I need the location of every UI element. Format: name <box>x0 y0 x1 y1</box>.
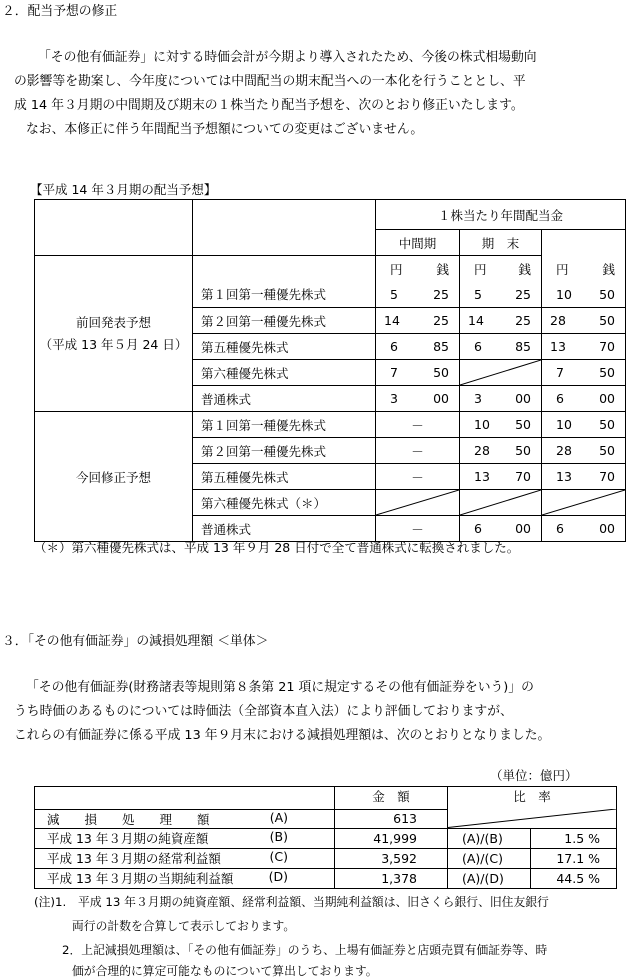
value-yen: 5 <box>474 286 482 302</box>
stock-name: 第六種優先株式（＊） <box>193 490 376 516</box>
value-yen: 28 <box>474 443 490 458</box>
row-label: 平成 13 年３月期の当期純利益額 <box>47 871 234 886</box>
unit-annual <box>542 256 626 282</box>
table-row <box>35 848 617 868</box>
table-row <box>35 868 617 888</box>
value-sen: 50 <box>599 286 615 302</box>
value-sen: 85 <box>433 339 449 354</box>
group-previous-date: （平成 13 年５月 24 日） <box>39 336 188 352</box>
dash-value: － <box>376 412 460 438</box>
not-applicable-cell <box>542 490 626 516</box>
note-line: 両行の計数を合算して表示しております。 <box>72 919 296 933</box>
paragraph-line: 「その他有価証券」に対する時価会計が今期より導入されたため、今後の株式相場動向 <box>38 50 537 65</box>
sen-unit: 銭 <box>518 261 531 277</box>
value-sen: 25 <box>433 286 449 302</box>
amount-value: 613 <box>335 809 448 828</box>
header-annual-dividend: １株当たり年間配当金 <box>376 200 626 230</box>
section-2-heading: ２．配当予想の修正 <box>2 4 118 19</box>
value-yen: 10 <box>556 417 572 432</box>
value-yen: 13 <box>556 469 572 484</box>
paragraph-line: の影響等を勘案し、今年度については中間配当の期末配当への一本化を行うこととし、平 <box>14 74 526 89</box>
yen-unit: 円 <box>556 261 569 277</box>
value-sen: 50 <box>515 417 531 432</box>
header-blank <box>35 787 335 810</box>
value-yen: 14 <box>468 313 484 328</box>
stock-name: 第１回第一種優先株式 <box>193 282 376 308</box>
unit-label: （単位：億円） <box>490 768 578 783</box>
ratio-value: 1.5 % <box>531 828 617 848</box>
stock-name: 普通株式 <box>193 386 376 412</box>
value-yen: 13 <box>474 469 490 484</box>
ratio-label: (A)/(B) <box>448 828 531 848</box>
amount-value: 1,378 <box>335 868 448 888</box>
table-row <box>35 809 617 828</box>
value-yen: 5 <box>390 286 398 302</box>
value-yen: 7 <box>556 365 564 380</box>
dash-value: － <box>376 516 460 542</box>
table-row <box>35 828 617 848</box>
paragraph-line: これらの有価証券に係る平成 13 年９月末における減損処理額は、次のとおりとなりました。 <box>14 728 551 743</box>
row-code: (B) <box>269 829 288 844</box>
value-sen: 25 <box>515 286 531 302</box>
value-yen: 10 <box>474 417 490 432</box>
header-blank-2 <box>193 200 376 256</box>
stock-name: 第２回第一種優先株式 <box>193 438 376 464</box>
unit-term-end <box>460 256 542 282</box>
value-yen: 6 <box>390 339 398 354</box>
section-3-heading: ３．「その他有価証券」の減損処理額 ＜単体＞ <box>2 634 269 649</box>
dividend-table-title: 【平成 14 年３月期の配当予想】 <box>30 182 217 197</box>
row-label: 平成 13 年３月期の純資産額 <box>47 831 209 846</box>
dividend-footnote: （＊）第六種優先株式は、平成 13 年９月 28 日付で全て普通株式に転換されました。 <box>34 540 520 555</box>
value-sen: 00 <box>433 391 449 406</box>
paragraph-line: うち時価のあるものについては時価法（全部資本直入法）により評価しておりますが、 <box>14 704 513 719</box>
value-yen: 6 <box>556 521 564 536</box>
value-sen: 00 <box>515 521 531 536</box>
value-sen: 70 <box>599 469 615 484</box>
sen-unit: 銭 <box>436 261 449 277</box>
group-revised-label: 今回修正予想 <box>35 412 193 542</box>
note-line: 2．上記減損処理額は、「その他有価証券」のうち、上場有価証券と店頭売買有価証券等、時 <box>62 943 548 957</box>
header-term-end: 期 末 <box>460 230 542 256</box>
value-sen: 25 <box>515 313 531 328</box>
not-applicable-cell <box>460 490 542 516</box>
stock-name: 普通株式 <box>193 516 376 542</box>
dash-value: － <box>376 464 460 490</box>
row-code: (C) <box>269 849 288 864</box>
row-code: (D) <box>268 869 288 884</box>
value-yen: 6 <box>474 521 482 536</box>
stock-name: 第１回第一種優先株式 <box>193 412 376 438</box>
row-label: 減 損 処 理 額 <box>47 811 210 827</box>
dash-value: － <box>376 438 460 464</box>
value-sen: 70 <box>599 339 615 354</box>
group-previous-label <box>35 256 193 412</box>
value-yen: 6 <box>474 339 482 354</box>
paragraph-line: 「その他有価証券(財務諸表等規則第８条第 21 項に規定するその他有価証券をいう)」の <box>26 680 534 695</box>
impairment-table <box>34 786 617 889</box>
not-applicable-cell <box>376 490 460 516</box>
value-sen: 70 <box>515 469 531 484</box>
unit-interim <box>376 256 460 282</box>
ratio-value: 17.1 % <box>531 848 617 868</box>
header-annual-blank <box>542 230 626 256</box>
value-yen: 6 <box>556 391 564 406</box>
value-sen: 50 <box>433 365 449 380</box>
not-applicable-cell <box>448 809 617 828</box>
amount-value: 41,999 <box>335 828 448 848</box>
value-yen: 13 <box>550 339 566 354</box>
unit-row-blank <box>193 256 376 282</box>
value-yen: 28 <box>550 313 566 328</box>
ratio-label: (A)/(C) <box>448 848 531 868</box>
value-sen: 00 <box>515 391 531 406</box>
not-applicable-cell <box>460 360 542 386</box>
value-sen: 50 <box>599 313 615 328</box>
value-sen: 25 <box>433 313 449 328</box>
yen-unit: 円 <box>474 261 487 277</box>
note-line: (注)1. 平成 13 年３月期の純資産額、経常利益額、当期純利益額は、旧さくら銀行、旧住友銀行 <box>34 895 549 909</box>
header-amount: 金 額 <box>335 787 448 810</box>
amount-value: 3,592 <box>335 848 448 868</box>
value-sen: 50 <box>515 443 531 458</box>
row-code: (A) <box>269 809 288 825</box>
value-yen: 3 <box>474 391 482 406</box>
note-line: 価が合理的に算定可能なものについて算出しております。 <box>72 964 378 978</box>
stock-name: 第六種優先株式 <box>193 360 376 386</box>
value-yen: 7 <box>390 365 398 380</box>
value-yen: 3 <box>390 391 398 406</box>
value-sen: 50 <box>599 417 615 432</box>
value-sen: 00 <box>599 391 615 406</box>
stock-name: 第五種優先株式 <box>193 464 376 490</box>
header-ratio: 比 率 <box>448 787 617 806</box>
value-sen: 50 <box>599 443 615 458</box>
stock-name: 第２回第一種優先株式 <box>193 308 376 334</box>
value-sen: 00 <box>599 521 615 536</box>
paragraph-line: 成 14 年３月期の中間期及び期末の１株当たり配当予想を、次のとおり修正いたします。 <box>14 98 524 113</box>
header-interim: 中間期 <box>376 230 460 256</box>
value-yen: 14 <box>384 313 400 328</box>
value-sen: 85 <box>515 339 531 354</box>
value-yen: 10 <box>556 286 572 302</box>
header-blank-1 <box>35 200 193 256</box>
table-row <box>35 412 626 438</box>
yen-unit: 円 <box>390 261 403 277</box>
group-previous-title: 前回発表予想 <box>75 314 151 330</box>
sen-unit: 銭 <box>602 261 615 277</box>
value-sen: 50 <box>599 365 615 380</box>
row-label: 平成 13 年３月期の経常利益額 <box>47 851 221 866</box>
ratio-value: 44.5 % <box>531 868 617 888</box>
paragraph-line: なお、本修正に伴う年間配当予想額についての変更はございません。 <box>26 122 424 137</box>
value-yen: 28 <box>556 443 572 458</box>
stock-name: 第五種優先株式 <box>193 334 376 360</box>
dividend-forecast-table <box>34 199 626 542</box>
ratio-label: (A)/(D) <box>448 868 531 888</box>
